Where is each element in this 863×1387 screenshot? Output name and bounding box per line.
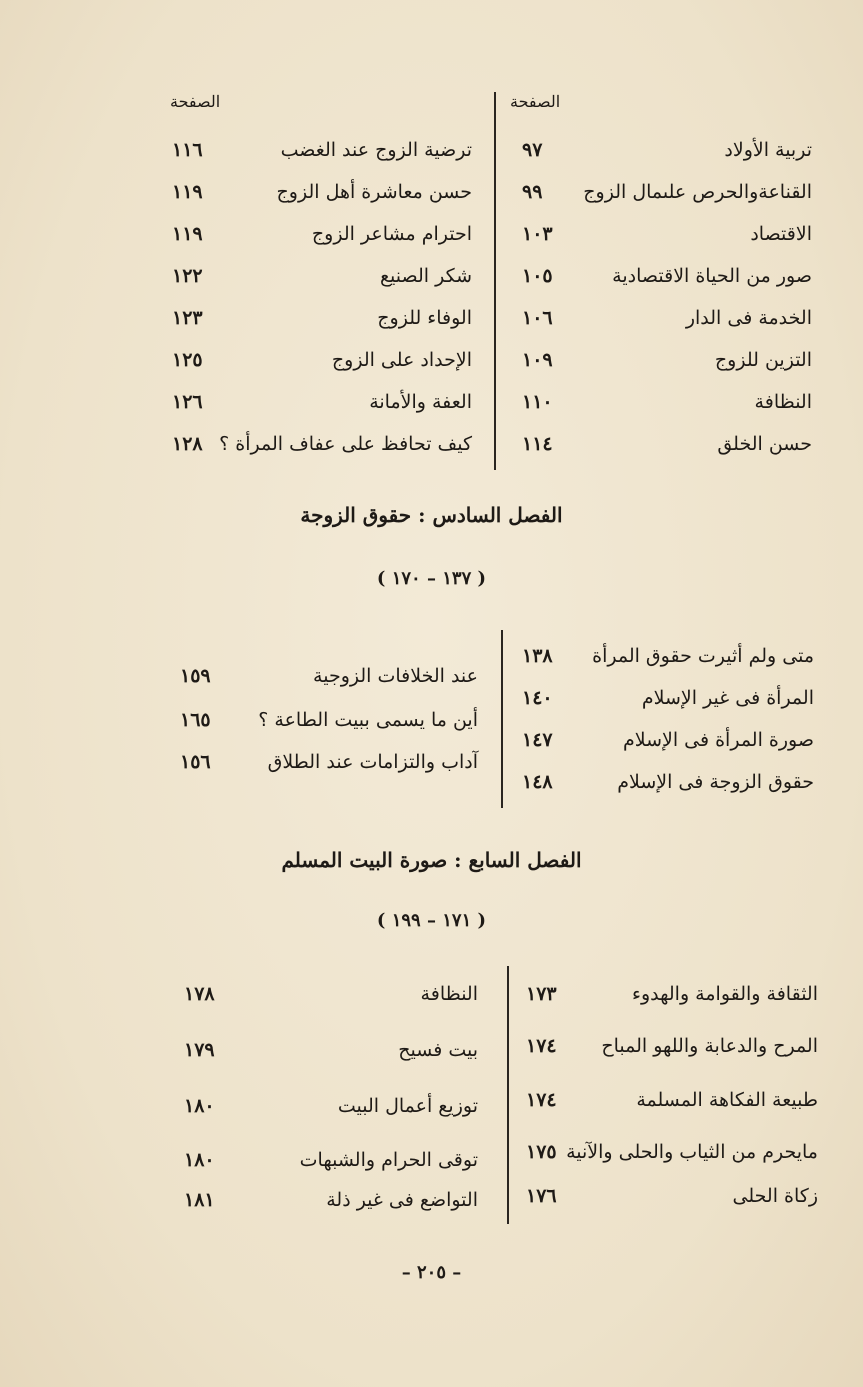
entry-page: ١٢٥ (172, 349, 203, 371)
toc-entry (180, 656, 478, 696)
entry-page: ١٧٣ (526, 983, 557, 1005)
toc-entry (184, 1086, 478, 1126)
toc-entry (522, 424, 812, 464)
toc-entry (526, 1080, 818, 1120)
toc-entry (172, 340, 472, 380)
toc-entry (526, 974, 818, 1014)
toc-entry (184, 1030, 478, 1070)
toc-entry (522, 340, 812, 380)
entry-title: طبيعة الفكاهة المسلمة (636, 1089, 818, 1111)
entry-page: ١٧٩ (184, 1039, 215, 1061)
entry-title: متى ولم أثيرت حقوق المرأة (592, 645, 814, 667)
entry-page: ٩٩ (522, 181, 543, 203)
toc-entry (526, 1026, 818, 1066)
entry-page: ١٤٨ (522, 771, 553, 793)
entry-page: ١٣٨ (522, 645, 553, 667)
column-divider (494, 92, 496, 470)
entry-title: القناعةوالحرص علىمال الزوج (583, 181, 812, 203)
entry-title: حقوق الزوجة فى الإسلام (617, 771, 814, 793)
entry-title: التزين للزوج (714, 349, 812, 371)
entry-page: ١٧٤ (526, 1089, 557, 1111)
right-column-page-header: الصفحة (510, 92, 561, 111)
entry-page: ١٥٩ (180, 665, 211, 687)
entry-page: ٩٧ (522, 139, 543, 161)
entry-page: ١٠٩ (522, 349, 553, 371)
entry-title: الخدمة فى الدار (685, 307, 812, 329)
entry-title: ترضية الزوج عند الغضب (280, 139, 472, 161)
entry-page: ١٦٥ (180, 709, 211, 731)
entry-page: ١٠٥ (522, 265, 553, 287)
toc-entry (522, 130, 812, 170)
toc-entry (180, 700, 478, 740)
entry-page: ١٧٦ (526, 1185, 557, 1207)
toc-entry (526, 1176, 818, 1216)
toc-entry (522, 256, 812, 296)
toc-entry (172, 424, 472, 464)
entry-page: ١٧٨ (184, 983, 215, 1005)
column-divider (501, 630, 503, 808)
entry-page: ١٢٦ (172, 391, 203, 413)
column-divider (507, 966, 509, 1224)
entry-page: ١٧٥ (526, 1141, 557, 1163)
entry-page: ١٠٦ (522, 307, 553, 329)
entry-title: احترام مشاعر الزوج (311, 223, 472, 245)
entry-title: تربية الأولاد (724, 139, 812, 161)
entry-page: ١٨٠ (184, 1149, 215, 1171)
toc-entry (172, 130, 472, 170)
entry-title: الإحداد على الزوج (331, 349, 472, 371)
entry-title: العفة والأمانة (369, 391, 472, 413)
chapter-7-page-range: ( ١٧١ – ١٩٩ ) (376, 910, 487, 931)
entry-title: آداب والتزامات عند الطلاق (267, 751, 478, 773)
toc-entry (522, 382, 812, 422)
toc-entry (522, 214, 812, 254)
toc-entry (172, 382, 472, 422)
entry-title: شكر الصنيع (379, 265, 472, 287)
toc-entry (172, 172, 472, 212)
entry-page: ١٢٢ (172, 265, 203, 287)
toc-entry (180, 742, 478, 782)
entry-title: المرح والدعابة واللهو المباح (601, 1035, 818, 1057)
entry-page: ١٢٨ (172, 433, 203, 455)
toc-entry (522, 636, 814, 676)
entry-title: الوفاء للزوج (377, 307, 472, 329)
entry-page: ١١٦ (172, 139, 203, 161)
entry-title: النظافة (754, 391, 812, 413)
entry-page: ١٠٣ (522, 223, 553, 245)
entry-title: حسن معاشرة أهل الزوج (276, 181, 472, 203)
chapter-7-title: الفصل السابع : صورة البيت المسلم (281, 848, 582, 872)
entry-title: المرأة فى غير الإسلام (641, 687, 814, 709)
toc-entry (526, 1132, 818, 1172)
entry-page: ١٨٠ (184, 1095, 215, 1117)
toc-entry (172, 298, 472, 338)
entry-page: ١١٠ (522, 391, 553, 413)
entry-page: ١٥٦ (180, 751, 211, 773)
toc-entry (522, 298, 812, 338)
toc-entry (522, 172, 812, 212)
entry-title: النظافة (420, 983, 478, 1005)
entry-page: ١٤٧ (522, 729, 553, 751)
toc-entry (522, 762, 814, 802)
page-number: – ٢٠٥ – (401, 1262, 462, 1283)
entry-title: توزيع أعمال البيت (337, 1095, 478, 1117)
entry-title: التواضع فى غير ذلة (326, 1189, 478, 1211)
entry-page: ١٨١ (184, 1189, 215, 1211)
toc-entry (184, 1140, 478, 1180)
entry-title: الثقافة والقوامة والهدوء (632, 983, 818, 1005)
entry-title: بيت فسيح (398, 1039, 478, 1061)
entry-title: الاقتصاد (750, 223, 812, 245)
entry-page: ١٤٠ (522, 687, 553, 709)
toc-entry (522, 720, 814, 760)
entry-title: زكاة الحلى (732, 1185, 818, 1207)
chapter-6-title: الفصل السادس : حقوق الزوجة (300, 503, 563, 527)
entry-title: كيف تحافظ على عفاف المرأة ؟ (219, 433, 472, 455)
entry-page: ١٧٤ (526, 1035, 557, 1057)
entry-title: صور من الحياة الاقتصادية (612, 265, 812, 287)
chapter-6-page-range: ( ١٣٧ – ١٧٠ ) (376, 568, 487, 589)
entry-title: أين ما يسمى ببيت الطاعة ؟ (258, 709, 478, 731)
toc-entry (172, 256, 472, 296)
entry-page: ١١٩ (172, 223, 203, 245)
toc-entry (184, 974, 478, 1014)
entry-title: عند الخلافات الزوجية (313, 665, 478, 687)
entry-title: حسن الخلق (717, 433, 812, 455)
toc-entry (522, 678, 814, 718)
toc-entry (172, 214, 472, 254)
entry-page: ١١٤ (522, 433, 553, 455)
left-column-page-header: الصفحة (170, 92, 221, 111)
entry-page: ١١٩ (172, 181, 203, 203)
entry-page: ١٢٣ (172, 307, 203, 329)
entry-title: صورة المرأة فى الإسلام (622, 729, 814, 751)
entry-title: توقى الحرام والشبهات (299, 1149, 478, 1171)
toc-entry (184, 1180, 478, 1220)
entry-title: مايحرم من الثياب والحلى والآنية (566, 1141, 818, 1163)
